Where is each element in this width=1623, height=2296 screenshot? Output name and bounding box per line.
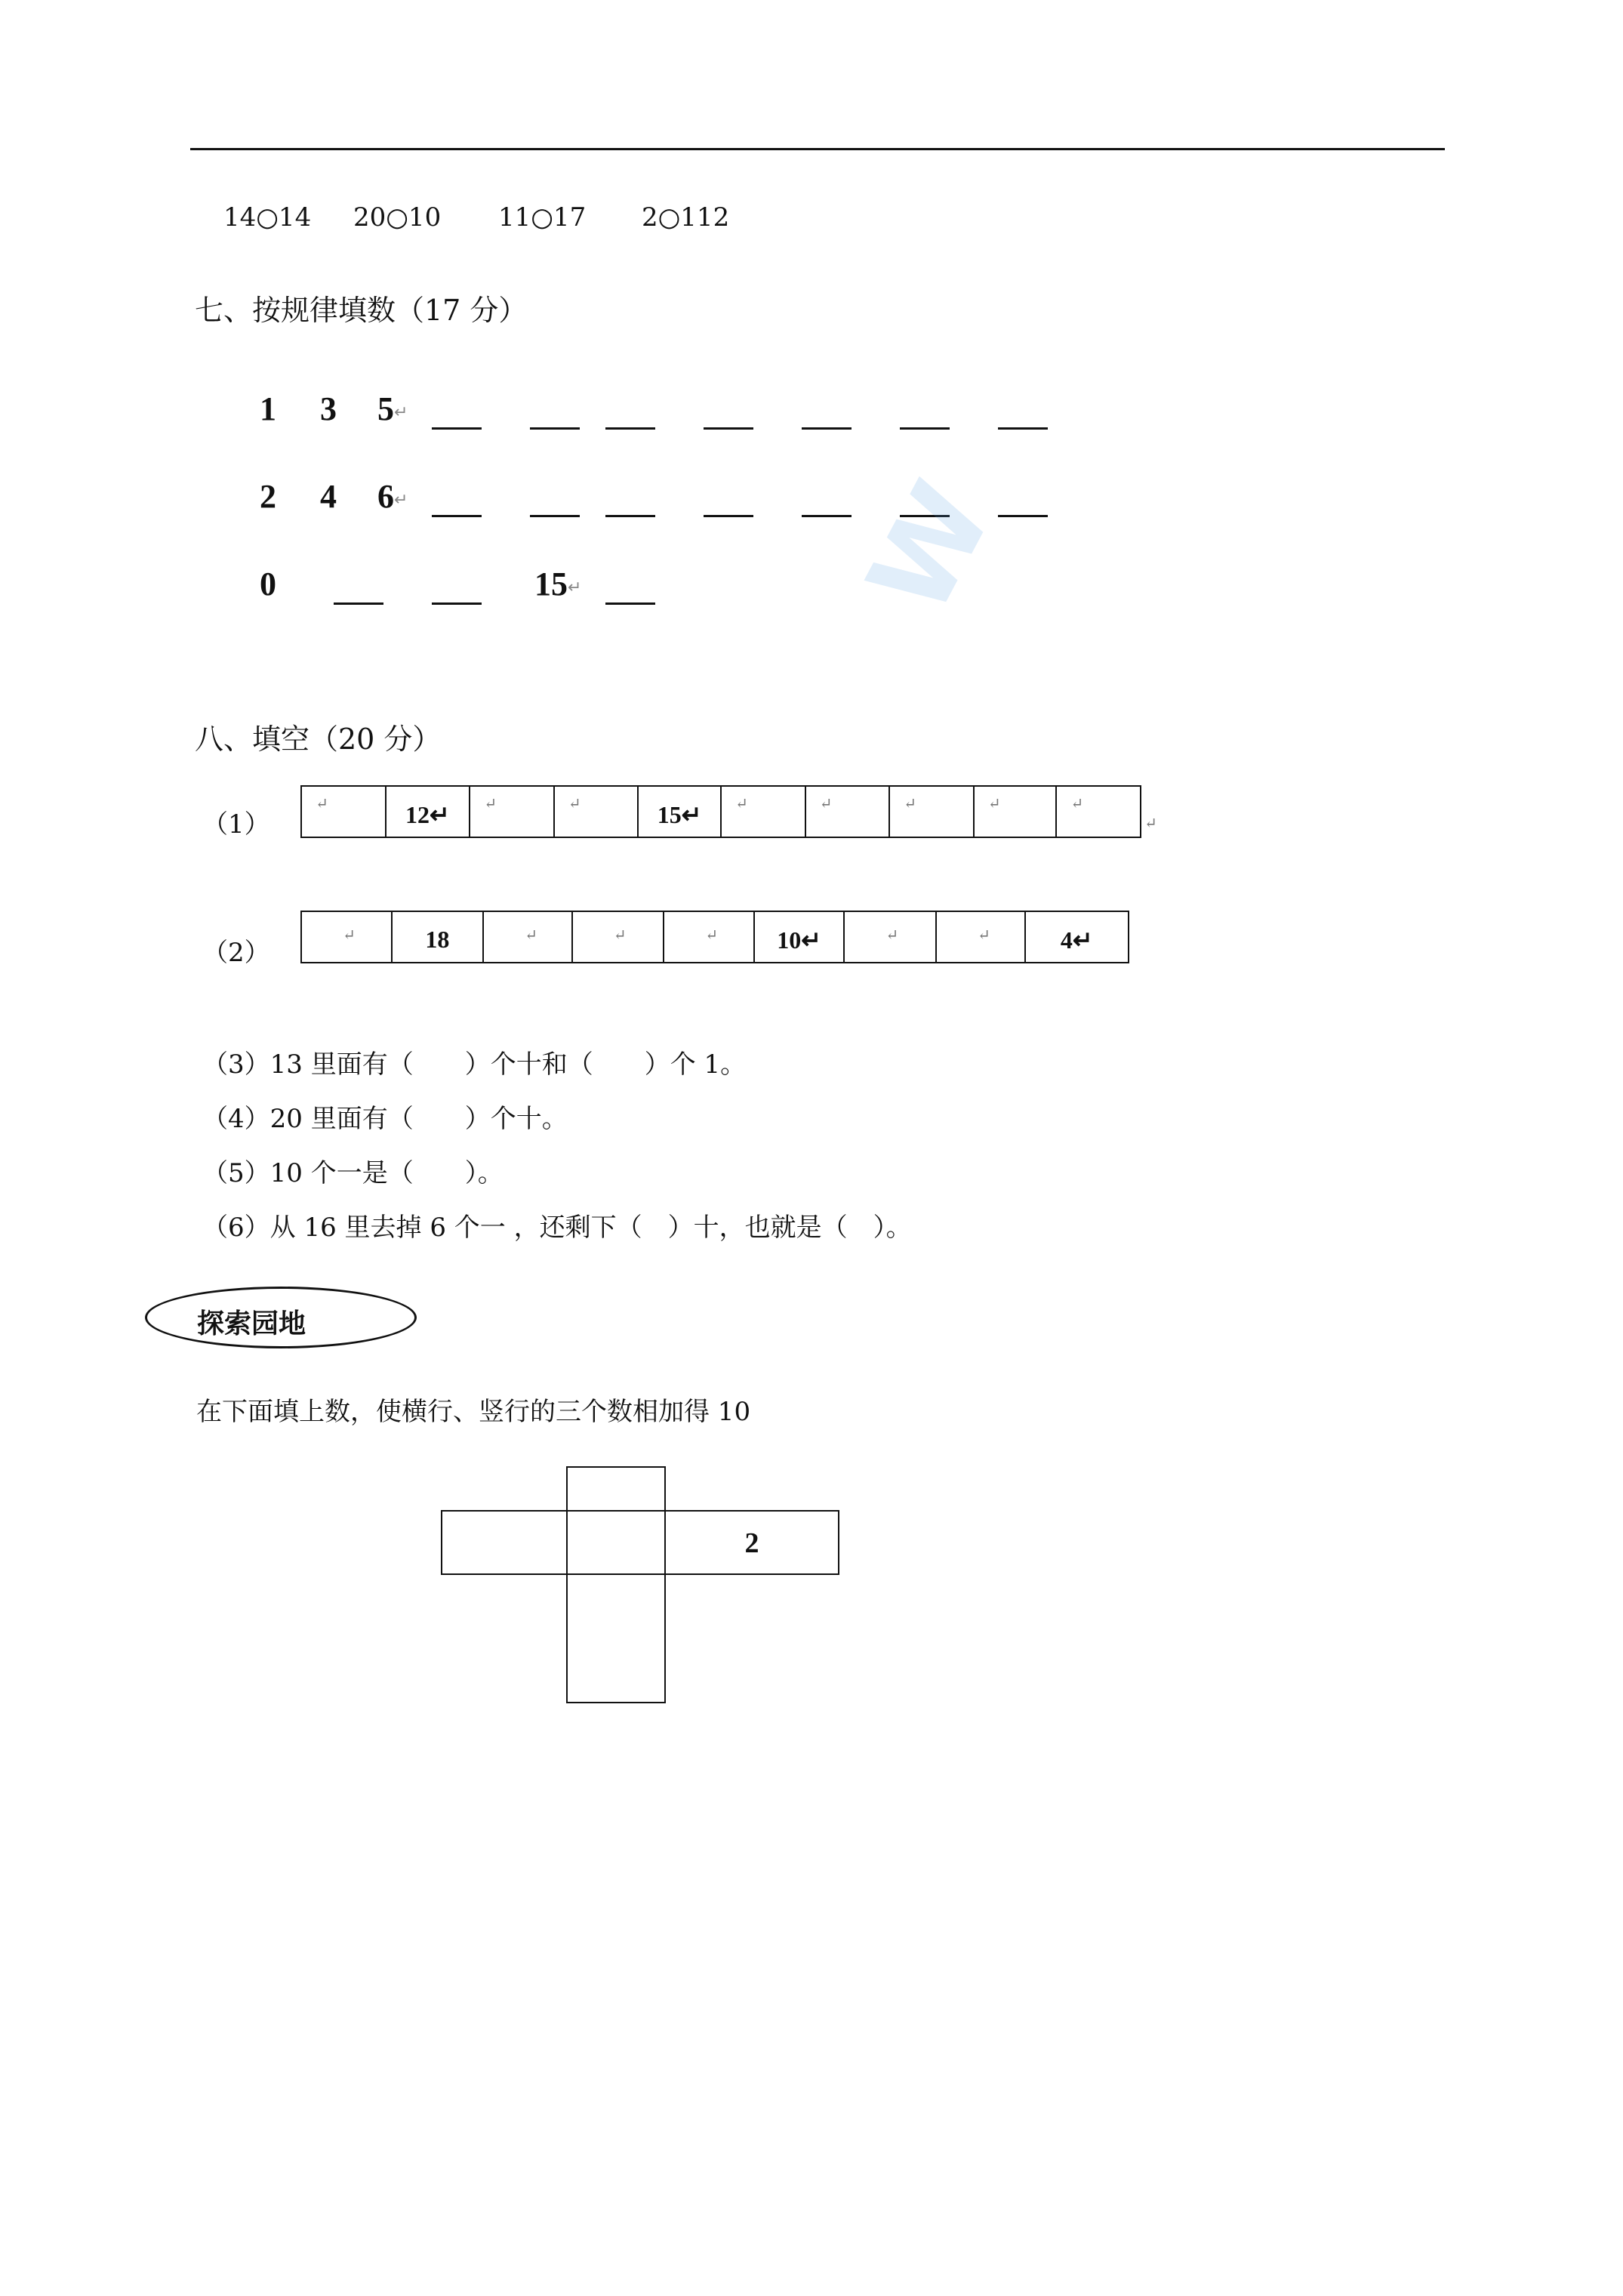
sequence-number: 6↵ [377, 478, 408, 515]
answer-blank[interactable] [704, 427, 753, 430]
answer-blank[interactable] [605, 427, 655, 430]
cross-cell-bottom[interactable] [566, 1573, 666, 1703]
number-strip-1 [300, 785, 1141, 838]
header-rule [190, 148, 1445, 150]
cross-cell-top[interactable] [566, 1466, 666, 1512]
strip-cell[interactable]: 12↵ [387, 787, 471, 837]
strip-cell[interactable]: 15↵ [639, 787, 722, 837]
strip-cell[interactable]: 18 [393, 912, 485, 962]
explore-instruction: 在下面填上数，使横行、竖行的三个数相加得 10 [196, 1397, 751, 1427]
answer-blank[interactable] [605, 515, 655, 517]
strip-cell[interactable]: ↵ [890, 787, 975, 837]
answer-blank[interactable] [802, 515, 852, 517]
sequence-number: 5↵ [377, 390, 408, 427]
cross-cell-left[interactable] [441, 1510, 568, 1575]
answer-blank[interactable] [998, 515, 1048, 517]
answer-blank[interactable] [334, 603, 383, 605]
compare-item: 20○10 [353, 202, 442, 233]
answer-blank[interactable] [432, 427, 482, 430]
strip-cell[interactable]: 4↵ [1060, 926, 1093, 954]
strip-cell[interactable]: ↵ [555, 787, 639, 837]
cross-cell-right [664, 1510, 839, 1575]
compare-item: 11○17 [498, 202, 587, 233]
answer-blank[interactable] [432, 603, 482, 605]
return-mark: ↵ [1144, 814, 1157, 832]
answer-blank[interactable] [704, 515, 753, 517]
number-strip-2 [300, 911, 1129, 963]
answer-blank[interactable] [530, 427, 580, 430]
row-label: （1） [202, 809, 270, 840]
strip-cell[interactable]: ↵ [573, 912, 665, 962]
explore-title: 探索园地 [197, 1308, 306, 1339]
watermark: W [843, 463, 1018, 635]
compare-item: 2○112 [642, 202, 730, 233]
cross-cell-center[interactable] [566, 1510, 666, 1575]
fill-item: （4）20 里面有（ ）个十。 [202, 1104, 568, 1134]
strip-cell[interactable]: ↵ [722, 787, 806, 837]
strip-cell[interactable]: ↵ [845, 912, 937, 962]
row-label: （2） [202, 938, 270, 968]
fill-item: （5）10 个一是（ ）。 [202, 1158, 504, 1188]
strip-cell[interactable]: ↵ [484, 912, 573, 962]
sequence-number: 3 [320, 390, 337, 427]
sequence-number: 4 [320, 478, 337, 515]
answer-blank[interactable] [998, 427, 1048, 430]
strip-cell[interactable]: ↵ [937, 912, 1026, 962]
strip-cell[interactable]: ↵ [664, 912, 755, 962]
sequence-number: 15↵ [534, 566, 582, 603]
sequence-number: 0 [260, 566, 276, 603]
strip-cell[interactable]: ↵ [302, 787, 387, 837]
answer-blank[interactable] [900, 427, 950, 430]
explore-title-ellipse [145, 1287, 417, 1348]
answer-blank[interactable] [432, 515, 482, 517]
strip-cell[interactable]: ↵ [302, 912, 393, 962]
fill-item: （3）13 里面有（ ）个十和（ ）个 1。 [202, 1049, 747, 1080]
answer-blank[interactable] [530, 515, 580, 517]
answer-blank[interactable] [605, 603, 655, 605]
section7-title: 七、按规律填数（17 分） [195, 294, 528, 327]
strip-cell[interactable]: ↵ [1070, 794, 1084, 812]
fill-item: （6）从 16 里去掉 6 个一 ，还剩下（ ）十，也就是（ ）。 [202, 1213, 912, 1243]
given-number: 2 [744, 1527, 759, 1559]
section8-title: 八、填空（20 分） [195, 723, 442, 756]
strip-cell[interactable]: 10↵ [755, 912, 845, 962]
sequence-number: 1 [260, 390, 276, 427]
answer-blank[interactable] [802, 427, 852, 430]
sequence-number: 2 [260, 478, 276, 515]
strip-cell[interactable]: ↵ [806, 787, 891, 837]
strip-cell[interactable]: ↵ [470, 787, 555, 837]
compare-item: 14○14 [223, 202, 312, 233]
strip-cell[interactable]: ↵ [975, 787, 1058, 837]
